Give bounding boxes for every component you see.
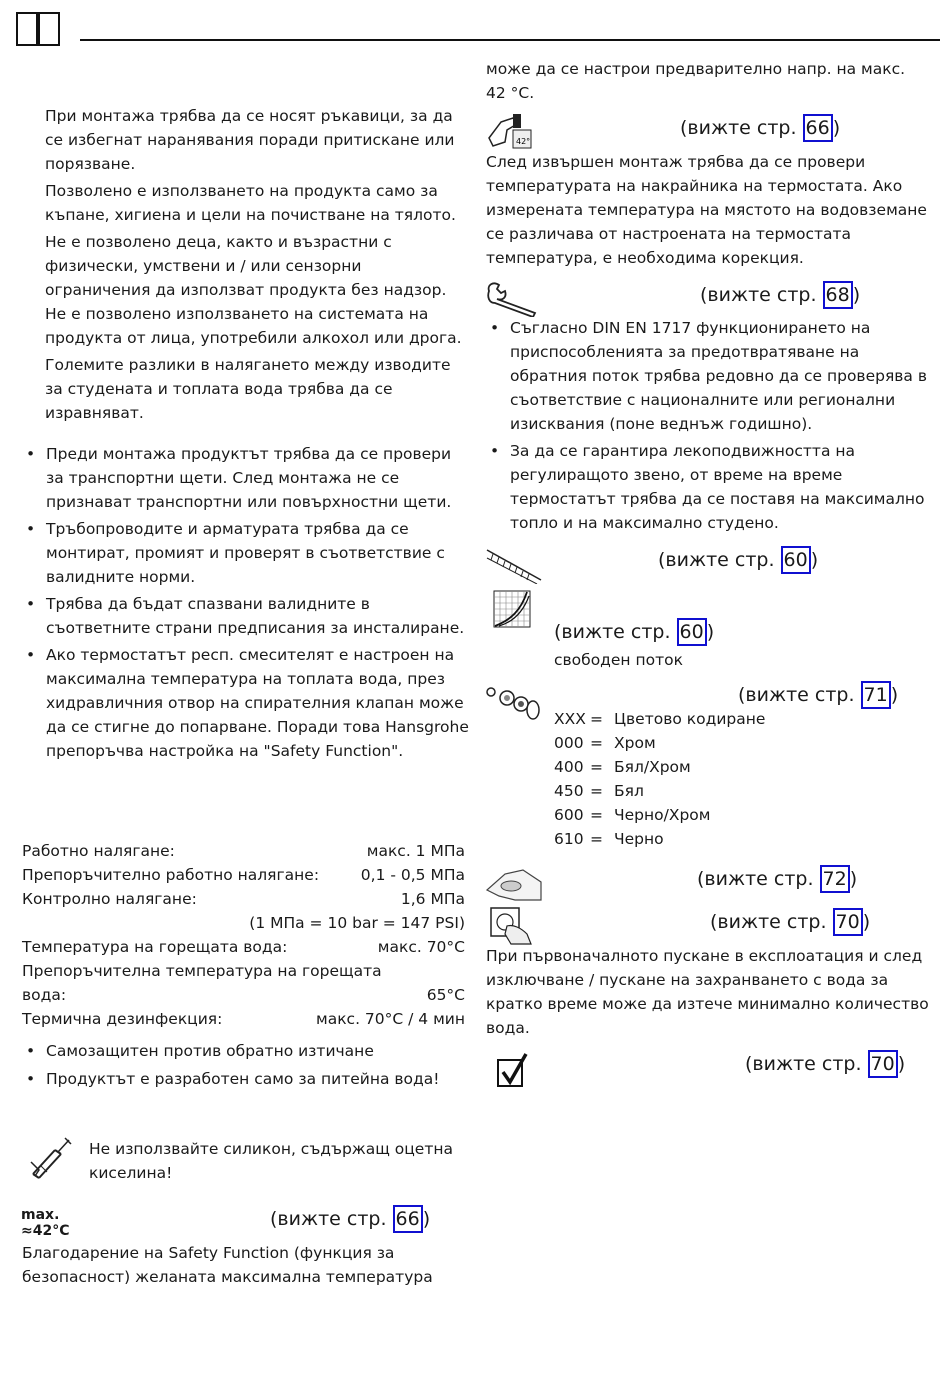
continued-text: може да се настрои предварително напр. на макс. 42 °C.	[486, 60, 906, 102]
page-number-link[interactable]: 66	[393, 1205, 423, 1233]
spec-label: Работно налягане:	[22, 842, 175, 860]
wrench-icon	[485, 281, 541, 317]
page-reference: (вижте стр. 72 )	[697, 865, 857, 893]
page-reference: (вижте стр. 60 )	[658, 546, 818, 574]
spec-row	[22, 887, 465, 911]
list-item: 450 = Бял	[554, 782, 644, 800]
maintenance-bullets	[486, 316, 931, 535]
intro-section	[45, 104, 470, 425]
page-reference: (вижте стр. 71 )	[738, 681, 898, 709]
list-item: 400 = Бял/Хром	[554, 758, 691, 776]
spec-label: вода:	[22, 986, 67, 1004]
spec-row	[22, 983, 465, 1007]
checkmark-icon	[496, 1052, 530, 1088]
list-item: • Преди монтажа продуктът трябва да се провери за транспортни щети. След монтажа не се признават транспортни или повърхностни щети.	[22, 442, 470, 514]
flow-diagram-icon	[493, 590, 531, 628]
free-flow-label: свободен поток	[554, 651, 683, 669]
list-item: • За да се гарантира лекоподвижността на регулиращото звено, от време на време термостатът трябва да се поставя на максимално топло и на максимално студено.	[486, 439, 931, 535]
page-number-link[interactable]: 72	[820, 865, 850, 893]
list-item: • Тръбопроводите и арматурата трябва да се монтират, промият и проверят в съответствие с валидните норми.	[22, 517, 470, 589]
max-label-line: max.	[21, 1207, 60, 1223]
page-number-link[interactable]: 71	[861, 681, 891, 709]
max-label-line: ≈42°C	[21, 1223, 70, 1239]
spec-bullets	[22, 1039, 470, 1091]
intro-paragraph: Големите разлики в налягането между изводите за студената и топлата вода трябва да се изравняват.	[45, 356, 451, 422]
silicone-note: Не използвайте силикон, съдържащ оцетна киселина!	[89, 1140, 454, 1182]
list-item: 000 = Хром	[554, 734, 656, 752]
intro-paragraph: При монтажа трябва да се носят ръкавици, за да се избегнат наранявания поради притискане или порязване.	[45, 107, 455, 173]
specs-table	[22, 839, 465, 1031]
spec-value: макс. 1 МПа	[366, 842, 465, 860]
page-reference: (вижте стр. 60 )	[554, 618, 714, 646]
page-number-link[interactable]: 70	[833, 908, 863, 936]
list-item: • Съгласно DIN EN 1717 функционирането на приспособленията за предотвратяване на обратния поток трябва редовно да се проверява в съответствие с националните или регионални изисквания (поне веднъж годишно).	[486, 316, 931, 436]
list-item: • Трябва да бъдат спазвани валидните в съответните страни предписания за инсталиране.	[22, 592, 470, 640]
page-reference: (вижте стр. 70 )	[710, 908, 870, 936]
page-reference: (вижте стр. 68 )	[700, 281, 860, 309]
spec-row	[22, 1007, 465, 1031]
page-number-link[interactable]: 66	[803, 114, 833, 142]
hand-valve-icon	[487, 904, 535, 946]
spec-row	[22, 839, 465, 863]
spec-label: Препоръчително работно налягане:	[22, 866, 320, 884]
list-item: • Продуктът е разработен само за питейна вода!	[22, 1067, 470, 1091]
svg-text:42°: 42°	[516, 137, 531, 146]
calibration-text: След извършен монтаж трябва да се провери температурата на накрайника на термостата. Ако измерената температура на мястото на водовземане се различава от настроената на термостата температура, е необходима корекция.	[486, 153, 927, 267]
cleaning-hand-icon	[485, 866, 543, 902]
page-number-link[interactable]: 60	[781, 546, 811, 574]
list-item: XXX = Цветово кодиране	[554, 710, 766, 728]
thermometer-icon	[487, 112, 535, 152]
max-temp-label	[21, 1207, 70, 1239]
spec-value: 1,6 МПа	[400, 890, 465, 908]
spec-row	[22, 959, 465, 983]
parts-icon	[485, 682, 543, 722]
spec-row	[22, 935, 465, 959]
spec-value: 0,1 - 0,5 МПа	[360, 866, 465, 884]
silicone-gun-icon	[25, 1136, 75, 1180]
page-number-link[interactable]: 70	[868, 1050, 898, 1078]
intro-paragraph: Не е позволено деца, както и възрастни с физически, умствени и / или сензорни ограничения да използват продукта без надзор. Не е позволено използването на системата на продукта от лица, употребили алкохол или дрога.	[45, 233, 462, 347]
color-codes-list	[554, 707, 765, 851]
spec-row	[22, 911, 465, 935]
list-item: 610 = Черно	[554, 830, 664, 848]
spec-label: Препоръчителна температура на горещата	[22, 962, 382, 980]
list-item: 600 = Черно/Хром	[554, 806, 711, 824]
startup-text: При първоначалното пускане в експлоатация и след изключване / пускане на захранването с вода за кратко време може да изтече минимално количество вода.	[486, 947, 929, 1037]
page-number-link[interactable]: 60	[677, 618, 707, 646]
page-reference: (вижте стр. 70 )	[745, 1050, 905, 1078]
page-reference: (вижте стр. 66 )	[270, 1205, 430, 1233]
intro-paragraph: Позволено е използването на продукта само за къпане, хигиена и цели на почистване на тялото.	[45, 182, 456, 224]
spec-row	[22, 863, 465, 887]
book-icon	[15, 10, 61, 48]
safety-function-text: Благодарение на Safety Function (функция за безопасност) желаната максимална температура	[22, 1244, 433, 1286]
safety-bullets	[22, 442, 470, 763]
spec-label: Контролно налягане:	[22, 890, 197, 908]
page-reference: (вижте стр. 66 )	[680, 114, 840, 142]
page-number-link[interactable]: 68	[823, 281, 853, 309]
spec-value: макс. 70°C	[377, 938, 465, 956]
spec-value: (1 МПа = 10 bar = 147 PSI)	[249, 914, 465, 932]
spec-value: макс. 70°C / 4 мин	[316, 1010, 465, 1028]
list-item: • Самозащитен против обратно изтичане	[22, 1039, 470, 1063]
list-item: • Ако термостатът респ. смесителят е настроен на максимална температура на топлата вода, през хидравличния отвор на спирателния клапан може да се стигне до попарване. Поради това Hansgrohe препоръчва настройка на "Safety Function".	[22, 643, 470, 763]
header-rule	[80, 39, 940, 41]
ruler-icon	[485, 546, 543, 584]
spec-value: 65°C	[426, 986, 465, 1004]
spec-label: Термична дезинфекция:	[22, 1010, 223, 1028]
spec-label: Температура на горещата вода:	[22, 938, 288, 956]
